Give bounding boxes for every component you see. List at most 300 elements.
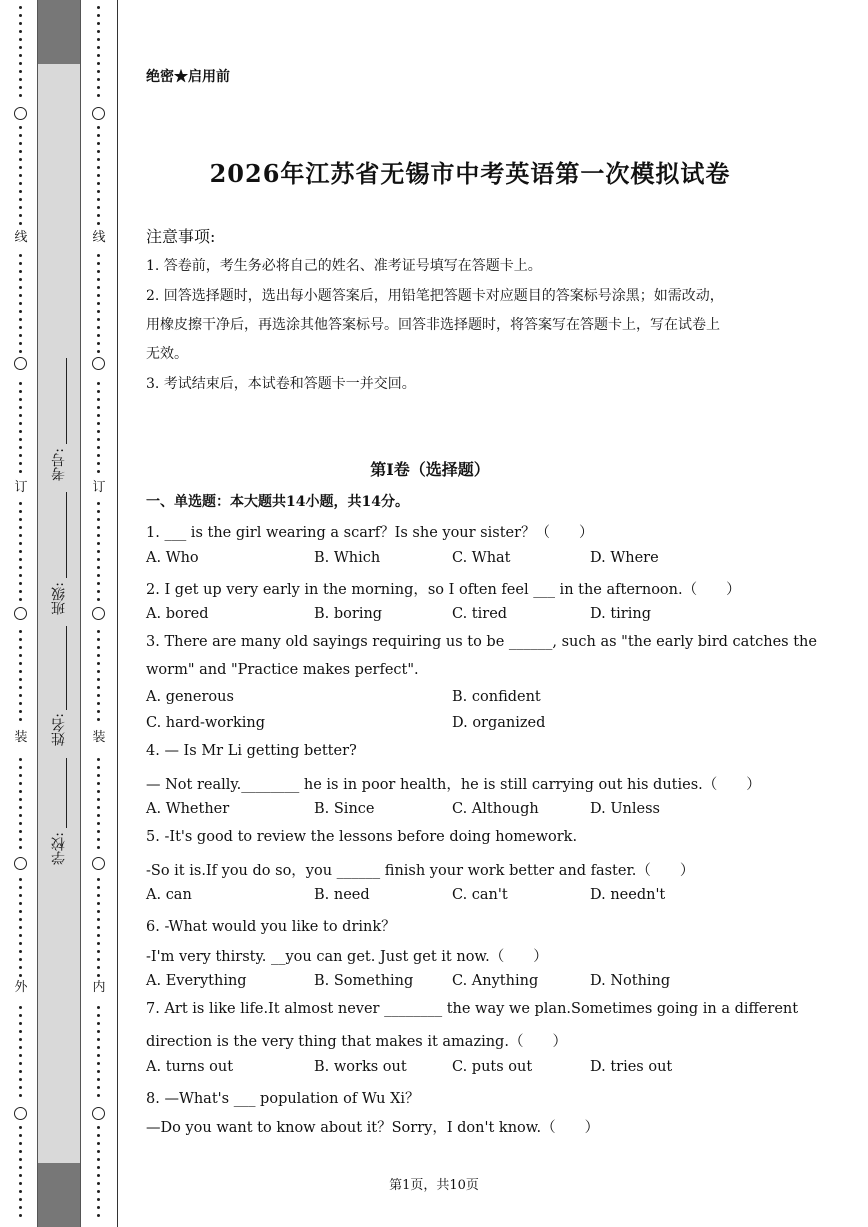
inner-dot <box>97 950 100 953</box>
outer-dot <box>19 150 22 153</box>
outer-dot <box>19 302 22 305</box>
outer-dot <box>19 46 22 49</box>
strip-bottom-block <box>38 1163 80 1227</box>
outer-dot <box>19 326 22 329</box>
field-label-school: 学校: <box>51 832 67 865</box>
outer-dot <box>19 654 22 657</box>
inner-dot <box>97 62 100 65</box>
outer-dot <box>19 470 22 473</box>
field-label-name: 姓名: <box>51 713 67 746</box>
inner-dot <box>97 438 100 441</box>
outer-dot <box>19 638 22 641</box>
inner-dot <box>97 14 100 17</box>
inner-dot <box>97 1206 100 1209</box>
inner-dot <box>97 918 100 921</box>
inner-circle-mark <box>92 107 105 120</box>
outer-dot <box>19 1134 22 1137</box>
outer-dot <box>19 966 22 969</box>
page-footer: 第1页，共10页 <box>389 1178 479 1193</box>
inner-dot <box>97 422 100 425</box>
inner-dot <box>97 214 100 217</box>
outer-dot <box>19 1094 22 1097</box>
outer-dot <box>19 334 22 337</box>
outer-dot <box>19 662 22 665</box>
field-name <box>44 713 74 746</box>
outer-dot <box>19 526 22 529</box>
inner-dot <box>97 774 100 777</box>
field-label-exam-number: 考号: <box>51 448 67 481</box>
outer-dot <box>19 1046 22 1049</box>
q2-option-b: B. boring <box>314 606 383 622</box>
inner-dot <box>97 1198 100 1201</box>
inner-dot <box>97 462 100 465</box>
inner-dot <box>97 294 100 297</box>
outer-binding-char: 订 <box>12 479 30 497</box>
inner-dot <box>97 150 100 153</box>
inner-dot <box>97 1142 100 1145</box>
q2-option-a: A. bored <box>146 606 209 622</box>
inner-dot <box>97 262 100 265</box>
q1-option-d: D. Where <box>590 550 659 566</box>
outer-dot <box>19 1006 22 1009</box>
field-exam-number <box>44 448 74 481</box>
outer-dot <box>19 670 22 673</box>
field-line-school <box>66 758 67 828</box>
outer-binding-char: 线 <box>12 229 30 247</box>
inner-circle-mark <box>92 357 105 370</box>
outer-dot <box>19 894 22 897</box>
inner-dot <box>97 182 100 185</box>
q1-stem: 1. ___ is the girl wearing a scarf？Is she your sister？（ ） <box>146 525 594 541</box>
outer-dot <box>19 406 22 409</box>
outer-dot <box>19 510 22 513</box>
q2-option-c: C. tired <box>452 606 508 622</box>
outer-dot <box>19 1062 22 1065</box>
outer-dot <box>19 566 22 569</box>
inner-binding-margin <box>84 0 114 1227</box>
field-label-class: 班级: <box>51 582 67 615</box>
page-title: 2026年江苏省无锡市中考英语第一次模拟试卷 <box>209 159 731 188</box>
inner-dot <box>97 1214 100 1217</box>
inner-dot <box>97 382 100 385</box>
inner-dot <box>97 94 100 97</box>
inner-dot <box>97 414 100 417</box>
inner-dot <box>97 166 100 169</box>
q5-stem-line2: -So it is.If you do so，you ______ finish your work better and faster.（ ） <box>146 863 695 879</box>
inner-dot <box>97 846 100 849</box>
q6-option-c: C. Anything <box>452 973 539 989</box>
field-line-class <box>66 492 67 578</box>
inner-dot <box>97 1054 100 1057</box>
outer-circle-mark <box>14 607 27 620</box>
outer-binding-char: 外 <box>12 979 30 997</box>
inner-dot <box>97 1038 100 1041</box>
inner-dot <box>97 1086 100 1089</box>
notice-item-3: 3. 考试结束后，本试卷和答题卡一并交回。 <box>146 376 416 392</box>
inner-dot <box>97 758 100 761</box>
outer-dot <box>19 630 22 633</box>
inner-binding-char: 订 <box>90 479 108 497</box>
outer-dot <box>19 822 22 825</box>
inner-dot <box>97 790 100 793</box>
inner-dot <box>97 678 100 681</box>
outer-dot <box>19 1142 22 1145</box>
inner-dot <box>97 174 100 177</box>
inner-dot <box>97 334 100 337</box>
inner-dot <box>97 390 100 393</box>
outer-dot <box>19 1198 22 1201</box>
outer-dot <box>19 94 22 97</box>
q1-option-b: B. Which <box>314 550 381 566</box>
notice-heading: 注意事项: <box>146 227 216 246</box>
q6-option-b: B. Something <box>314 973 414 989</box>
outer-dot <box>19 270 22 273</box>
inner-dot <box>97 38 100 41</box>
outer-dot <box>19 398 22 401</box>
q5-option-a: A. can <box>146 887 192 903</box>
outer-dot <box>19 166 22 169</box>
q4-option-a: A. Whether <box>146 801 230 817</box>
outer-dot <box>19 62 22 65</box>
outer-dot <box>19 390 22 393</box>
inner-dot <box>97 814 100 817</box>
outer-binding-margin <box>6 0 36 1227</box>
inner-dot <box>97 278 100 281</box>
inner-dot <box>97 454 100 457</box>
strip-top-block <box>38 0 80 64</box>
q4-stem-line1: 4. — Is Mr Li getting better? <box>146 743 357 759</box>
margin-rule <box>117 0 118 1227</box>
inner-dot <box>97 518 100 521</box>
inner-dot <box>97 574 100 577</box>
q6-option-d: D. Nothing <box>590 973 671 989</box>
inner-dot <box>97 1070 100 1073</box>
inner-dot <box>97 470 100 473</box>
outer-dot <box>19 518 22 521</box>
inner-dot <box>97 710 100 713</box>
outer-dot <box>19 1158 22 1161</box>
outer-dot <box>19 550 22 553</box>
q8-stem-line1: 8. —What's ___ population of Wu Xi？ <box>146 1091 420 1107</box>
inner-dot <box>97 694 100 697</box>
inner-dot <box>97 398 100 401</box>
outer-dot <box>19 1022 22 1025</box>
inner-dot <box>97 1094 100 1097</box>
q3-option-c: C. hard-working <box>146 715 266 731</box>
outer-dot <box>19 974 22 977</box>
outer-dot <box>19 878 22 881</box>
outer-dot <box>19 902 22 905</box>
outer-dot <box>19 86 22 89</box>
q1-option-c: C. What <box>452 550 511 566</box>
outer-dot <box>19 350 22 353</box>
q3-stem-line1: 3. There are many old sayings requiring us to be ______, such as "the early bird catches the <box>146 634 817 650</box>
inner-dot <box>97 446 100 449</box>
q4-stem-line2: — Not really.________ he is in poor health，he is still carrying out his duties.（ ） <box>146 777 761 793</box>
inner-circle-mark <box>92 1107 105 1120</box>
outer-dot <box>19 382 22 385</box>
inner-dot <box>97 198 100 201</box>
inner-dotted-line <box>84 0 114 1227</box>
outer-dot <box>19 6 22 9</box>
outer-dot <box>19 214 22 217</box>
outer-dot <box>19 782 22 785</box>
outer-dot <box>19 886 22 889</box>
outer-dot <box>19 222 22 225</box>
outer-dot <box>19 182 22 185</box>
inner-circle-mark <box>92 857 105 870</box>
inner-dot <box>97 926 100 929</box>
q4-option-c: C. Although <box>452 801 539 817</box>
inner-dot <box>97 886 100 889</box>
inner-dot <box>97 1134 100 1137</box>
inner-dot <box>97 1030 100 1033</box>
part-title: 第Ⅰ卷（选择题） <box>370 460 490 479</box>
outer-dot <box>19 774 22 777</box>
inner-dot <box>97 350 100 353</box>
outer-dot <box>19 1030 22 1033</box>
inner-dot <box>97 270 100 273</box>
q3-option-d: D. organized <box>452 715 546 731</box>
outer-dot <box>19 78 22 81</box>
inner-circle-mark <box>92 607 105 620</box>
inner-dot <box>97 598 100 601</box>
outer-dot <box>19 206 22 209</box>
outer-dot <box>19 462 22 465</box>
outer-dot <box>19 678 22 681</box>
notice-item-1: 1. 答卷前，考生务必将自己的姓名、准考证号填写在答题卡上。 <box>146 258 542 274</box>
q5-stem-line1: 5. -It's good to review the lessons before doing homework. <box>146 829 578 845</box>
q4-option-b: B. Since <box>314 801 375 817</box>
inner-dot <box>97 78 100 81</box>
outer-dot <box>19 174 22 177</box>
outer-dot <box>19 766 22 769</box>
outer-dot <box>19 22 22 25</box>
inner-dot <box>97 702 100 705</box>
outer-dot <box>19 702 22 705</box>
outer-dot <box>19 1086 22 1089</box>
inner-dot <box>97 190 100 193</box>
outer-dot <box>19 438 22 441</box>
inner-binding-char: 线 <box>90 229 108 247</box>
outer-dot <box>19 950 22 953</box>
outer-dot <box>19 934 22 937</box>
field-line-name <box>66 626 67 710</box>
q5-option-c: C. can't <box>452 887 508 903</box>
outer-dot <box>19 318 22 321</box>
outer-dot <box>19 686 22 689</box>
outer-dot <box>19 1014 22 1017</box>
outer-dot <box>19 414 22 417</box>
field-class <box>44 582 74 615</box>
outer-dot <box>19 598 22 601</box>
inner-dot <box>97 766 100 769</box>
outer-dot <box>19 846 22 849</box>
outer-dot <box>19 958 22 961</box>
inner-dot <box>97 534 100 537</box>
outer-circle-mark <box>14 857 27 870</box>
q3-stem-line2: worm" and "Practice makes perfect". <box>146 662 419 678</box>
inner-dot <box>97 910 100 913</box>
inner-dot <box>97 1014 100 1017</box>
inner-dot <box>97 46 100 49</box>
outer-dot <box>19 430 22 433</box>
q7-option-b: B. works out <box>314 1059 407 1075</box>
inner-dot <box>97 526 100 529</box>
outer-dot <box>19 830 22 833</box>
q7-stem-line2: direction is the very thing that makes it amazing.（ ） <box>146 1034 567 1050</box>
inner-dot <box>97 1022 100 1025</box>
outer-dot <box>19 1126 22 1129</box>
q3-option-b: B. confident <box>452 689 541 705</box>
inner-dot <box>97 974 100 977</box>
inner-dot <box>97 134 100 137</box>
inner-dot <box>97 1126 100 1129</box>
inner-dot <box>97 302 100 305</box>
inner-dot <box>97 958 100 961</box>
outer-dotted-line <box>6 0 36 1227</box>
inner-dot <box>97 502 100 505</box>
outer-dot <box>19 38 22 41</box>
outer-dot <box>19 534 22 537</box>
outer-dot <box>19 718 22 721</box>
outer-dot <box>19 590 22 593</box>
inner-dot <box>97 86 100 89</box>
outer-dot <box>19 158 22 161</box>
inner-dot <box>97 1150 100 1153</box>
outer-dot <box>19 710 22 713</box>
q2-stem: 2. I get up very early in the morning，so I often feel ___ in the afternoon.（ ） <box>146 582 741 598</box>
outer-dot <box>19 790 22 793</box>
inner-dot <box>97 70 100 73</box>
outer-dot <box>19 646 22 649</box>
outer-dot <box>19 30 22 33</box>
outer-dot <box>19 582 22 585</box>
outer-dot <box>19 806 22 809</box>
q4-option-d: D. Unless <box>590 801 660 817</box>
outer-dot <box>19 542 22 545</box>
outer-dot <box>19 14 22 17</box>
q2-option-d: D. tiring <box>590 606 651 622</box>
inner-dot <box>97 806 100 809</box>
inner-dot <box>97 966 100 969</box>
inner-dot <box>97 22 100 25</box>
outer-dot <box>19 814 22 817</box>
outer-dot <box>19 910 22 913</box>
outer-dot <box>19 294 22 297</box>
outer-dot <box>19 838 22 841</box>
outer-dot <box>19 1054 22 1057</box>
inner-dot <box>97 590 100 593</box>
inner-dot <box>97 326 100 329</box>
inner-dot <box>97 1046 100 1049</box>
outer-dot <box>19 134 22 137</box>
q6-stem-line2: -I'm very thirsty. __you can get. Just get it now.（ ） <box>146 949 548 965</box>
inner-dot <box>97 222 100 225</box>
outer-dot <box>19 254 22 257</box>
inner-dot <box>97 550 100 553</box>
outer-dot <box>19 694 22 697</box>
inner-dot <box>97 1078 100 1081</box>
q7-option-c: C. puts out <box>452 1059 533 1075</box>
outer-dot <box>19 1078 22 1081</box>
inner-dot <box>97 286 100 289</box>
outer-circle-mark <box>14 1107 27 1120</box>
confidential-label: 绝密★启用前 <box>146 69 230 85</box>
inner-dot <box>97 718 100 721</box>
inner-dot <box>97 406 100 409</box>
inner-dot <box>97 686 100 689</box>
inner-dot <box>97 342 100 345</box>
outer-dot <box>19 454 22 457</box>
outer-dot <box>19 574 22 577</box>
inner-dot <box>97 654 100 657</box>
outer-dot <box>19 310 22 313</box>
outer-circle-mark <box>14 357 27 370</box>
inner-dot <box>97 830 100 833</box>
outer-circle-mark <box>14 107 27 120</box>
inner-dot <box>97 1006 100 1009</box>
outer-binding-char: 装 <box>12 729 30 747</box>
outer-dot <box>19 918 22 921</box>
q8-stem-line2: —Do you want to know about it？Sorry，I don't know.（ ） <box>146 1120 600 1136</box>
q7-option-d: D. tries out <box>590 1059 673 1075</box>
inner-dot <box>97 542 100 545</box>
outer-dot <box>19 1038 22 1041</box>
inner-dot <box>97 54 100 57</box>
inner-dot <box>97 662 100 665</box>
inner-dot <box>97 934 100 937</box>
outer-dot <box>19 798 22 801</box>
q6-option-a: A. Everything <box>146 973 247 989</box>
inner-dot <box>97 430 100 433</box>
q3-option-a: A. generous <box>146 689 234 705</box>
inner-dot <box>97 1158 100 1161</box>
outer-dot <box>19 1214 22 1217</box>
outer-dot <box>19 1070 22 1073</box>
field-line-exam-number <box>66 358 67 444</box>
outer-dot <box>19 1166 22 1169</box>
outer-dot <box>19 262 22 265</box>
outer-dot <box>19 422 22 425</box>
outer-dot <box>19 446 22 449</box>
inner-dot <box>97 798 100 801</box>
outer-dot <box>19 558 22 561</box>
outer-dot <box>19 502 22 505</box>
field-school <box>44 832 74 865</box>
inner-dot <box>97 254 100 257</box>
inner-dot <box>97 1062 100 1065</box>
q6-stem-line1: 6. -What would you like to drink？ <box>146 919 396 935</box>
section-title: 一、单选题：本大题共14小题，共14分。 <box>146 494 409 510</box>
inner-dot <box>97 646 100 649</box>
inner-dot <box>97 142 100 145</box>
outer-dot <box>19 1206 22 1209</box>
inner-dot <box>97 310 100 313</box>
inner-binding-char: 装 <box>90 729 108 747</box>
inner-dot <box>97 902 100 905</box>
inner-dot <box>97 1166 100 1169</box>
outer-dot <box>19 198 22 201</box>
outer-dot <box>19 190 22 193</box>
outer-dot <box>19 126 22 129</box>
outer-dot <box>19 342 22 345</box>
inner-dot <box>97 894 100 897</box>
outer-dot <box>19 70 22 73</box>
outer-dot <box>19 1150 22 1153</box>
q7-option-a: A. turns out <box>146 1059 234 1075</box>
outer-dot <box>19 54 22 57</box>
